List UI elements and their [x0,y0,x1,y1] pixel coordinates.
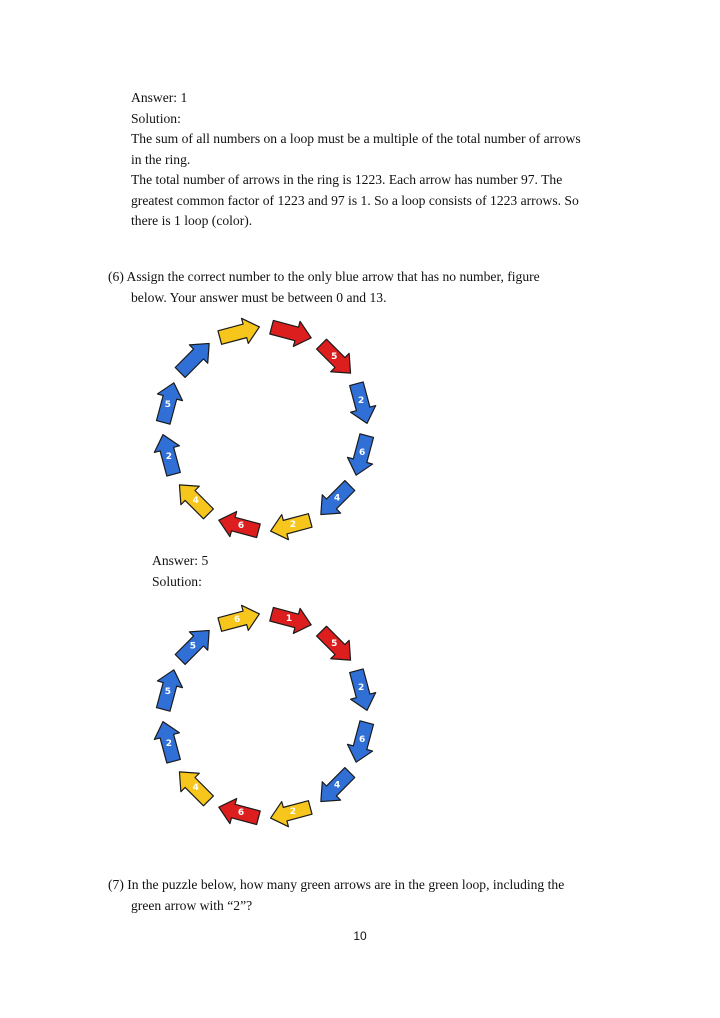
solution-6-label: Solution: [152,573,202,589]
yellow-arrow [216,314,262,350]
yellow-arrow [216,601,262,637]
puzzle-arrow-ring [140,305,390,550]
arrow-number: 5 [164,687,172,698]
blue-arrow [150,718,186,764]
question-7 [108,875,628,916]
blue-arrow [344,667,380,713]
blue-arrow [151,666,187,712]
blue-arrow [344,719,380,765]
solution-line: in the ring. [131,151,191,167]
arrow-number: 2 [289,520,296,531]
red-arrow [312,335,359,382]
arrow-number: 4 [333,780,341,791]
yellow-arrow [267,795,313,831]
yellow-arrow [170,763,217,810]
red-arrow [312,622,359,669]
red-arrow [215,795,261,831]
question-7-line-2: green arrow with “2”? [131,897,253,913]
arrow-number: 5 [189,641,197,652]
question-6 [108,267,628,308]
blue-arrow [312,763,359,810]
arrow-number: 5 [331,351,338,362]
arrow-shape [171,334,218,381]
arrow-number: 6 [358,734,366,745]
blue-arrow [150,431,186,477]
arrow-number: 5 [331,638,338,649]
yellow-arrow [170,476,217,523]
solution-arrow-ring [140,592,390,837]
answer-text: Answer: 1 [131,90,188,105]
arrow-number: 6 [234,614,241,625]
arrow-number: 2 [165,738,173,749]
arrow-number: 2 [165,451,173,462]
blue-arrow [171,334,218,381]
solution-line: greatest common factor of 1223 and 97 is 1. So a loop consists of 1223 arrows. So [131,192,579,208]
answer-6-text: Answer: 5 [152,553,209,568]
arrow-number: 5 [164,400,172,411]
arrow-number: 1 [285,613,293,624]
arrow-number: 2 [289,807,296,818]
arrow-number: 6 [237,521,245,532]
solution-line: The total number of arrows in the ring is 1223. Each arrow has number 97. The [131,172,563,187]
arrow-number: 4 [192,783,199,794]
blue-arrow [344,432,380,478]
solution-label: Solution: [131,110,181,126]
blue-arrow [171,621,218,668]
answer-6-block [152,551,208,592]
arrow-number: 4 [333,493,341,504]
yellow-arrow [267,508,313,544]
question-6-line-1: (6) Assign the correct number to the only blue arrow that has no number, figure [108,269,540,284]
arrow-number: 6 [358,447,366,458]
arrow-number: 2 [357,683,365,694]
solution-line: there is 1 loop (color). [131,213,253,228]
arrow-number: 4 [192,496,199,507]
solution-line: The sum of all numbers on a loop must be a multiple of the total number of arrows [131,131,581,146]
red-arrow [268,315,314,351]
question-6-line-2: below. Your answer must be between 0 and 13. [131,289,387,305]
arrow-number: 2 [357,396,365,407]
blue-arrow [344,380,380,426]
blue-arrow [312,476,359,523]
arrow-shape [268,315,314,351]
page-number: 10 [353,929,367,943]
arrow-shape [216,314,262,350]
answer-block [131,88,631,232]
red-arrow [215,508,261,544]
blue-arrow [151,379,187,425]
question-7-line-1: (7) In the puzzle below, how many green arrows are in the green loop, including the [108,877,565,892]
red-arrow [268,602,314,638]
arrow-number: 6 [237,808,245,819]
